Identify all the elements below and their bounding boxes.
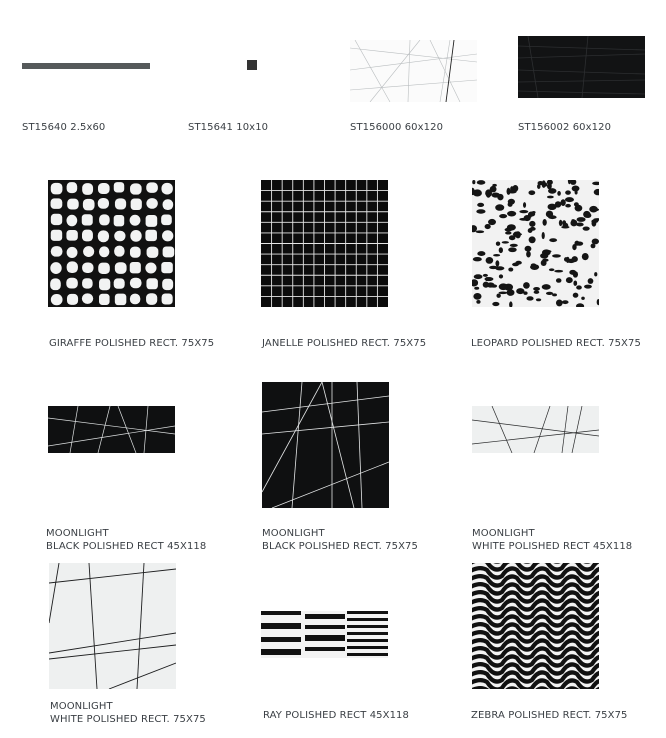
tile-st15640	[22, 63, 150, 69]
tile-st156002	[518, 36, 645, 98]
tile-label-line1: MOONLIGHT	[50, 701, 113, 712]
tile-label: LEOPARD POLISHED RECT. 75X75	[471, 338, 641, 349]
tile-label-line2: WHITE POLISHED RECT 45X118	[472, 541, 633, 552]
tile-label-line1: MOONLIGHT	[472, 528, 535, 539]
tile-label-line1: MOONLIGHT	[262, 528, 325, 539]
tile-ray	[261, 611, 388, 658]
tile-label-line1: MOONLIGHT	[46, 528, 109, 539]
tile-label-line2: WHITE POLISHED RECT. 75X75	[50, 714, 206, 725]
tile-label: GIRAFFE POLISHED RECT. 75X75	[49, 338, 215, 349]
tile-label: ST156002 60x120	[518, 122, 612, 133]
tile-label: ST15641 10x10	[188, 122, 269, 133]
tile-janelle	[261, 180, 388, 307]
tile-zebra	[472, 563, 599, 689]
tile-st156000	[350, 40, 477, 102]
tile-moonlight-black-75x75	[262, 382, 389, 508]
tile-moonlight-black-45x118	[48, 406, 175, 453]
tile-label: JANELLE POLISHED RECT. 75X75	[262, 338, 427, 349]
tile-label: RAY POLISHED RECT 45X118	[263, 710, 409, 721]
tile-moonlight-white-45x118	[472, 406, 599, 453]
tile-label-line2: BLACK POLISHED RECT. 75X75	[262, 541, 418, 552]
tile-giraffe	[48, 180, 175, 307]
tile-label: ST156000 60x120	[350, 122, 444, 133]
tile-st15641	[247, 60, 257, 70]
tile-label-line2: BLACK POLISHED RECT 45X118	[46, 541, 207, 552]
tile-label: ZEBRA POLISHED RECT. 75X75	[471, 710, 628, 721]
tile-label: ST15640 2.5x60	[22, 122, 106, 133]
tile-leopard	[472, 180, 599, 307]
tile-moonlight-white-75x75	[49, 563, 176, 689]
